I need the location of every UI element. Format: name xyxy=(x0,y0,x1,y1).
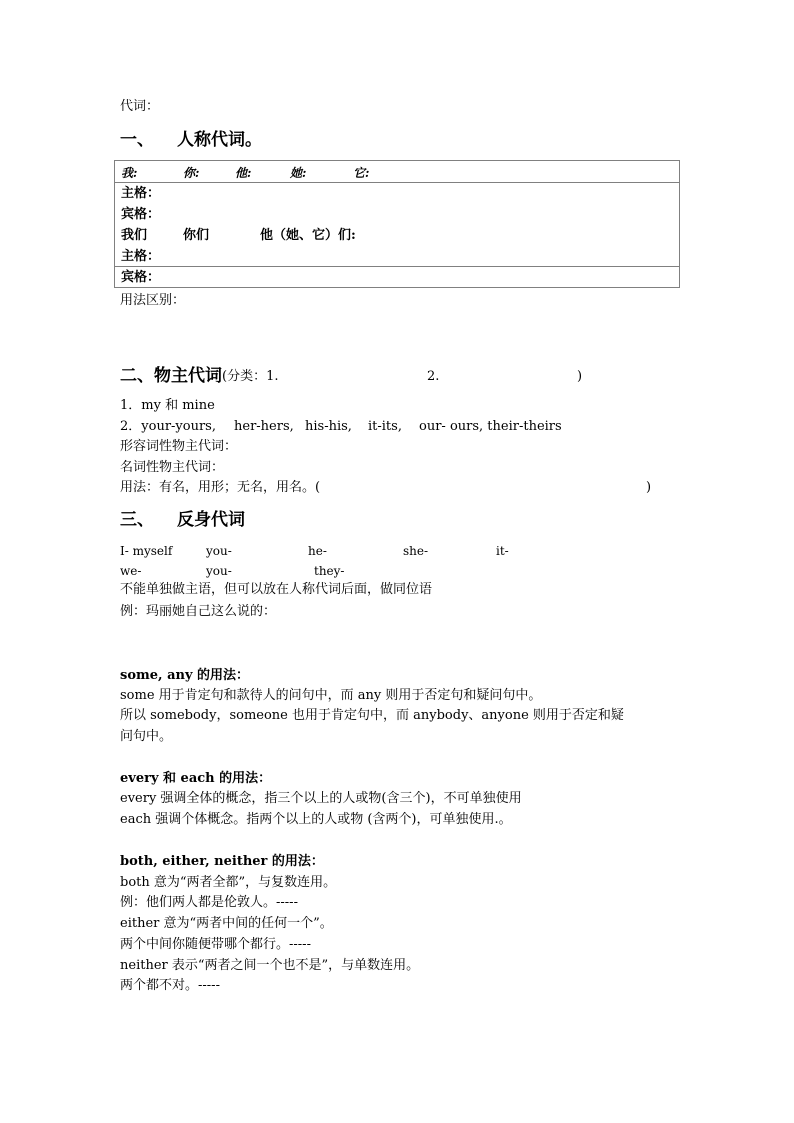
possessive-line-2e: our- ours, their-theirs xyxy=(419,419,562,434)
noun-possessive-label: 名词性物主代词： xyxy=(120,460,225,475)
section2-title: 二、物主代词 xyxy=(120,366,222,386)
possessive-usage: 用法：有名，用形；无名，用名。( xyxy=(120,480,321,495)
section3-title: 反身代词 xyxy=(177,510,245,530)
every-each-line-1: every 强调全体的概念，指三个以上的人或物(含三个)，不可单独使用 xyxy=(120,791,522,806)
some-any-line-2: 所以 somebody，someone 也用于肯定句中，而 anybody、anyone 则用于否定和疑 xyxy=(120,708,624,723)
both-line-2: 例：他们两人都是伦敦人。----- xyxy=(120,895,298,910)
adjective-possessive-label: 形容词性物主代词： xyxy=(120,439,238,454)
reflexive-example: 例：玛丽她自己这么说的： xyxy=(120,604,277,619)
some-any-title: some, any 的用法： xyxy=(120,668,250,683)
table-subject-label-2: 主格： xyxy=(121,249,161,264)
possessive-line-2c: his-his, xyxy=(305,419,352,434)
section2-classification: (分类：1. xyxy=(222,369,279,384)
both-line-6: 两个都不对。----- xyxy=(120,978,220,993)
every-each-title: every 和 each 的用法： xyxy=(120,771,272,786)
reflexive-row2-they: they- xyxy=(314,564,345,578)
table-object-label-2: 宾格： xyxy=(121,270,161,285)
reflexive-note: 不能单独做主语，但可以放在人称代词后面，做同位语 xyxy=(120,582,433,597)
table-plural-wo-men: 我们 xyxy=(121,228,148,243)
section1-title: 人称代词。 xyxy=(177,130,262,150)
some-any-line-3: 问句中。 xyxy=(120,729,173,744)
table-divider xyxy=(115,182,679,183)
possessive-line-2a: 2．your-yours, xyxy=(120,419,216,434)
intro-label: 代词： xyxy=(120,99,160,114)
section3-number: 三、 xyxy=(120,510,154,530)
reflexive-row1-she: she- xyxy=(403,544,429,558)
section2-classification-2: 2. xyxy=(427,369,440,384)
table-plural-ta-men: 他（她、它）们: xyxy=(260,228,356,243)
table-header-ta-he: 他: xyxy=(235,166,252,180)
reflexive-row2-you: you- xyxy=(206,564,232,578)
possessive-line-2d: it-its, xyxy=(368,419,402,434)
reflexive-row1-you: you- xyxy=(206,544,232,558)
reflexive-row1-he: he- xyxy=(308,544,327,558)
table-subject-label-1: 主格： xyxy=(121,186,161,201)
reflexive-row1-i: I- myself xyxy=(120,544,173,558)
reflexive-row1-it: it- xyxy=(496,544,509,558)
possessive-line-1: 1．my 和 mine xyxy=(120,398,215,413)
table-header-ta-it: 它: xyxy=(353,166,370,180)
some-any-line-1: some 用于肯定句和款待人的问句中，而 any 则用于否定句和疑问句中。 xyxy=(120,688,542,703)
both-line-4: 两个中间你随便带哪个都行。----- xyxy=(120,937,311,952)
possessive-usage-close: ) xyxy=(646,480,652,495)
section1-number: 一、 xyxy=(120,130,154,150)
reflexive-row2-we: we- xyxy=(120,564,142,578)
every-each-line-2: each 强调个体概念。指两个以上的人或物 (含两个)，可单独使用.。 xyxy=(120,812,512,827)
usage-difference-label: 用法区别： xyxy=(120,293,186,308)
personal-pronoun-table xyxy=(114,160,680,288)
both-either-neither-title: both, either, neither 的用法： xyxy=(120,854,324,869)
table-header-wo: 我: xyxy=(121,166,138,180)
table-plural-ni-men: 你们 xyxy=(183,228,210,243)
possessive-line-2b: her-hers, xyxy=(234,419,294,434)
table-header-ni: 你: xyxy=(183,166,200,180)
table-divider xyxy=(115,266,679,267)
table-header-ta-she: 她: xyxy=(290,166,307,180)
section2-classification-close: ) xyxy=(577,369,583,384)
both-line-5: neither 表示“两者之间一个也不是”，与单数连用。 xyxy=(120,958,420,973)
table-object-label-1: 宾格： xyxy=(121,207,161,222)
both-line-1: both 意为“两者全都”，与复数连用。 xyxy=(120,875,337,890)
both-line-3: either 意为“两者中间的任何一个”。 xyxy=(120,916,333,931)
